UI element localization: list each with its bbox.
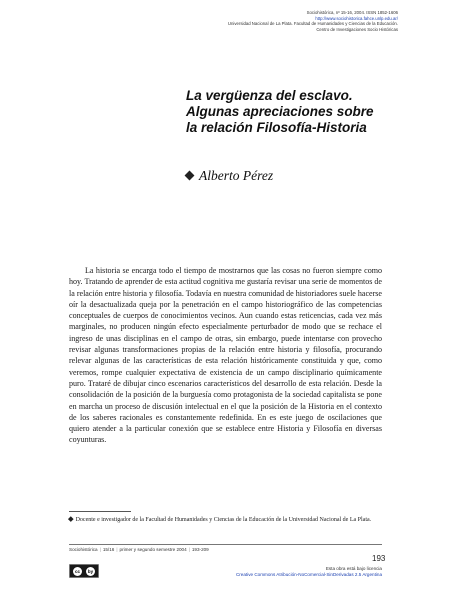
title-line: la relación Filosofía-Historia xyxy=(186,120,367,135)
footer-journal: Sociohistórica xyxy=(69,547,98,552)
diamond-bullet-icon xyxy=(68,516,73,521)
article-title xyxy=(186,88,426,136)
title-line: La vergüenza del esclavo. xyxy=(186,88,353,103)
article-author xyxy=(186,168,273,184)
page-number: 193 xyxy=(372,554,386,563)
footer-divider xyxy=(69,544,382,545)
header-citation: Sociohistórica, nº 15-16, 2004. ISSN 1852-1606 xyxy=(306,10,398,15)
header-institution: Universidad Nacional de La Plata. Facultad de Humanidades y Ciencias de la Educación. xyxy=(227,21,398,27)
license-link[interactable]: Creative Commons Atribución-NoComercial-SinDerivadas 2.5 Argentina xyxy=(235,572,382,578)
footnote-divider xyxy=(69,511,131,512)
header-url-link[interactable]: http://www.sociohistorica.fahce.unlp.edu.ar/ xyxy=(315,15,398,21)
license-text: Esta obra está bajo licencia xyxy=(325,566,382,571)
footer-citation: Sociohistórica | 15/16 | primer y segundo semestre 2004 | 193-209 xyxy=(69,547,209,552)
footer-season: primer y segundo semestre 2004 xyxy=(119,547,187,552)
diamond-bullet-icon xyxy=(185,171,195,181)
author-footnote xyxy=(69,516,382,524)
header-center: Centro de Investigaciones Socio Históricas xyxy=(316,26,398,32)
footnote-text: Docente e investigador de la Facultad de Humanidades y Ciencias de la Educación de la Universidad Nacional de La Plata. xyxy=(75,517,372,523)
author-name: Alberto Pérez xyxy=(199,168,274,183)
body-paragraph: La historia se encarga todo el tiempo de mostrarnos que las cosas no fueron siempre como hoy. Tratando de aprender de esta actitud cognitiva me gustaría revisar una serie de momentos de la relación entre historia y filosofía. Todavía en nuestra comunidad de historiadores suele hacerse oír la desactualizada queja por la penetración en el campo historiográfico de las competencias conceptuales de cuerpos de conocimientos vecinos. Aun cuando estas reticencias, cada vez más marginales, no producen ningún efecto especialmente perturbador de modo que se rechace el ingreso de unas disciplinas en el campo de otras, sin embargo, puede intentarse con provecho revisar algunas transformaciones propias de la relación entre historia y filosofía, procurando relevar algunas de las características de esta relación históricamente constituida y que, como veremos, rompe cualquier expectativa de existencia de un campo disciplinario químicamente puro. Trataré de dibujar cinco escenarios característicos del desarrollo de esta relación. Desde la consolidación de la posición de la burguesía como protagonista de la sociedad capitalista se pone en marcha un proceso de discusión intelectual en el que la posición de la Historia en el contexto de los saberes racionales es constantemente redefinida. En es este juego de oscilaciones que quiero atender a la particular conexión que se establece entre Historia y Filosofía en diversas coyunturas. xyxy=(69,266,383,445)
journal-header xyxy=(98,10,398,32)
license-notice xyxy=(142,566,382,578)
title-line: Algunas apreciaciones sobre xyxy=(186,104,374,119)
by-icon: by xyxy=(87,568,94,574)
cc-icon: cc xyxy=(74,568,80,574)
footer-pages: 193-209 xyxy=(191,547,209,552)
footer-issue: 15/16 xyxy=(102,547,115,552)
creative-commons-badge-icon[interactable] xyxy=(69,564,99,578)
